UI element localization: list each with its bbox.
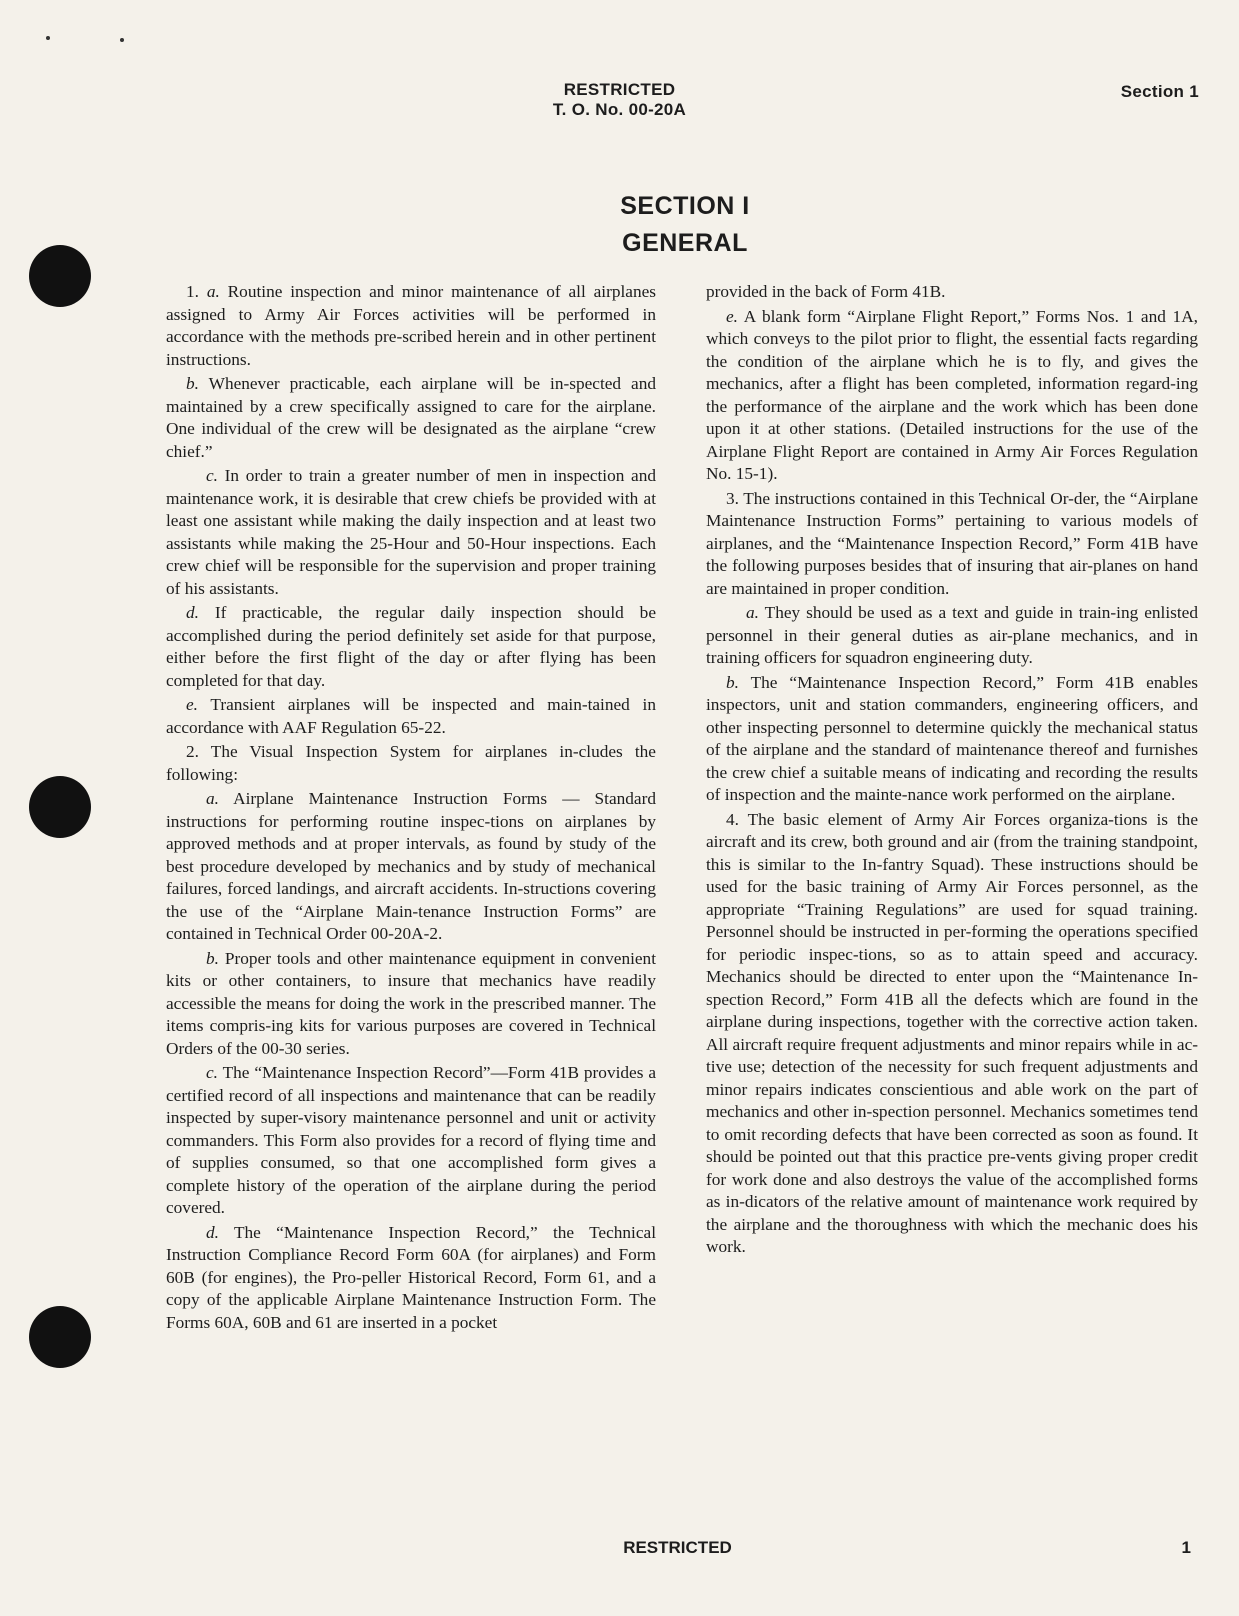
right-column bbox=[706, 281, 1198, 1261]
paragraph-number: 1. bbox=[186, 282, 207, 301]
subparagraph-letter: a. bbox=[746, 603, 759, 622]
paragraph-text: Routine inspection and minor maintenance of all airplanes assigned to Army Air Forces activities will be performed in accordance with the methods pre-scribed herein and in other pertinent instructions. bbox=[166, 282, 656, 369]
paragraph bbox=[166, 788, 656, 946]
paragraph-text: The Visual Inspection System for airplanes in-cludes the following: bbox=[166, 742, 656, 784]
paragraph-number: 4. bbox=[726, 809, 748, 829]
paragraph bbox=[706, 809, 1198, 1259]
subparagraph-letter: d. bbox=[186, 603, 199, 622]
subparagraph-letter: b. bbox=[206, 948, 219, 968]
paragraph bbox=[166, 741, 656, 786]
paragraph-text: The instructions contained in this Technical Or-der, the “Airplane Maintenance Instruction Forms” pertaining to various models of airplanes, and the “Maintenance Inspection Record,” Form 41B have the following purposes besides that of insuring that air-planes on hand are maintained in proper condition. bbox=[706, 488, 1198, 598]
speck bbox=[120, 38, 124, 42]
subparagraph-letter: a. bbox=[206, 282, 220, 301]
paragraph-number: 3. bbox=[726, 488, 744, 508]
left-column bbox=[166, 281, 656, 1336]
footer-classification: RESTRICTED bbox=[623, 1538, 732, 1557]
subparagraph-letter: b. bbox=[186, 374, 199, 393]
paragraph-text: The basic element of Army Air Forces organiza-tions is the aircraft and its crew, both ground and air (from the training standpoint, this is similar to the In-fantry Squad). These instructions should be used for the basic training of Army Air Forces personnel, as the appropriate “Training Regulations” are used for squad training. Personnel should be instructed in per-forming the operations specified for periodic inspec-tions, so as to attain speed and accuracy. Mechanics should be directed to enter upon the “Maintenance In-spection Record,” Form 41B all the defects which are found in the airplane during inspections, together with the corrective action taken. All aircraft require frequent adjustments and minor repairs while in ac-tive use; detection of the necessity for such frequent adjustments and minor repairs indicates conscientious and able work on the part of mechanics and other in-spection personnel. Mechanics sometimes tend to omit recording defects that have been corrected as soon as found. It should be pointed out that this practice pre-vents giving proper credit for work done and also destroys the value of the accomplished forms as in-dicators of the relative amount of maintenance work required by the airplane and the thoroughness with which the mechanic does his work. bbox=[706, 809, 1198, 1256]
paragraph-text: Airplane Maintenance Instruction Forms — Standard instructions for performing routine inspec-tions on airplanes by approved methods and at proper intervals, as found by study of the best procedure developed by mechanics and by study of mechanical failures, forced landings, and aircraft accidents. In-structions covering the use of the “Airplane Main-tenance Instruction Forms” are contained in Technical Order 00-20A-2. bbox=[166, 789, 656, 943]
paragraph bbox=[166, 373, 656, 463]
subparagraph-letter: c. bbox=[206, 1063, 218, 1082]
paragraph-text: Whenever practicable, each airplane will be in-spected and maintained by a crew specifically assigned to care for the airplane. One individual of the crew will be designated as the airplane “crew chief.” bbox=[166, 374, 656, 461]
section-subtitle: GENERAL bbox=[622, 229, 748, 257]
paragraph bbox=[166, 948, 656, 1061]
paragraph bbox=[166, 465, 656, 600]
paragraph-text: They should be used as a text and guide in train-ing enlisted personnel in their general duties as air-plane mechanics, and in training officers for squadron engineering duty. bbox=[706, 603, 1198, 667]
subparagraph-letter: c. bbox=[206, 466, 218, 485]
subparagraph-letter: b. bbox=[726, 672, 739, 692]
subparagraph-letter: a. bbox=[206, 789, 219, 808]
page-number: 1 bbox=[1181, 1538, 1191, 1557]
paragraph-text: If practicable, the regular daily inspection should be accomplished during the period definitely set aside for that purpose, either before the first flight of the day or after flying has been completed for that day. bbox=[166, 603, 656, 690]
paragraph-text: Proper tools and other maintenance equipment in convenient kits or other containers, to insure that mechanics have readily accessible the means for doing the work in the prescribed manner. The items compris-ing kits for various purposes are covered in Technical Orders of the 00-30 series. bbox=[166, 948, 656, 1058]
header-tech-order: T. O. No. 00-20A bbox=[552, 100, 687, 119]
speck bbox=[46, 36, 50, 40]
paragraph bbox=[706, 488, 1198, 601]
paragraph bbox=[706, 306, 1198, 486]
paragraph-text: The “Maintenance Inspection Record”—Form 41B provides a certified record of all inspections and maintenance that can be readily inspected by super-visory maintenance personnel and unit or activity commanders. This Form also provides for a record of flying time and of supplies consumed, so that one accomplished form gives a complete history of the operation of the airplane during the period covered. bbox=[166, 1063, 656, 1217]
paragraph-text: provided in the back of Form 41B. bbox=[706, 282, 946, 301]
paragraph bbox=[706, 281, 1198, 304]
subparagraph-letter: e. bbox=[726, 306, 738, 326]
subparagraph-letter: d. bbox=[206, 1222, 219, 1242]
paragraph bbox=[166, 281, 656, 371]
paragraph bbox=[706, 672, 1198, 807]
paragraph-text: Transient airplanes will be inspected and main-tained in accordance with AAF Regulation 65-22. bbox=[166, 695, 656, 737]
paragraph-text: The “Maintenance Inspection Record,” Form 41B enables inspectors, unit and station commanders, engineering officers, and other inspecting personnel to determine quickly the mechanical status of the airplane and the standard of maintenance thereof and furnishes the crew chief a suitable means of indicating and recording the results of inspection and the mainte-nance work performed on the airplane. bbox=[706, 672, 1198, 804]
header-section-label: Section 1 bbox=[1120, 82, 1199, 101]
header-classification: RESTRICTED bbox=[563, 80, 676, 99]
paragraph-text: In order to train a greater number of men in inspection and maintenance work, it is desirable that crew chiefs be provided with at least one assistant while making the daily inspection and at least two assistants while making the 25-Hour and 50-Hour inspections. Each crew chief will be responsible for the supervision and proper training of his assistants. bbox=[166, 466, 656, 598]
subparagraph-letter: e. bbox=[186, 695, 198, 714]
paragraph bbox=[166, 602, 656, 692]
binder-hole-middle bbox=[29, 776, 91, 838]
paragraph-text: The “Maintenance Inspection Record,” the Technical Instruction Compliance Record Form 60A (for airplanes) and Form 60B (for engines), the Pro-peller Historical Record, Form 61, and a copy of the applicable Airplane Maintenance Instruction Form. The Forms 60A, 60B and 61 are inserted in a pocket bbox=[166, 1222, 656, 1332]
paragraph bbox=[706, 602, 1198, 670]
paragraph-number: 2. bbox=[186, 742, 211, 761]
section-title: SECTION I bbox=[620, 192, 750, 220]
paragraph bbox=[166, 1062, 656, 1220]
paragraph bbox=[166, 694, 656, 739]
paragraph bbox=[166, 1222, 656, 1335]
page-header bbox=[0, 80, 1239, 120]
binder-hole-bottom bbox=[29, 1306, 91, 1368]
paragraph-text: A blank form “Airplane Flight Report,” Forms Nos. 1 and 1A, which conveys to the pilot prior to flight, the essential facts regarding the condition of the airplane which he is to fly, and gives the mechanics, after a flight has been completed, information regard-ing the performance of the airplane and the work which has been done upon it at other stations. (Detailed instructions for the use of the Airplane Flight Report are contained in Army Air Forces Regulation No. 15-1). bbox=[706, 306, 1198, 483]
